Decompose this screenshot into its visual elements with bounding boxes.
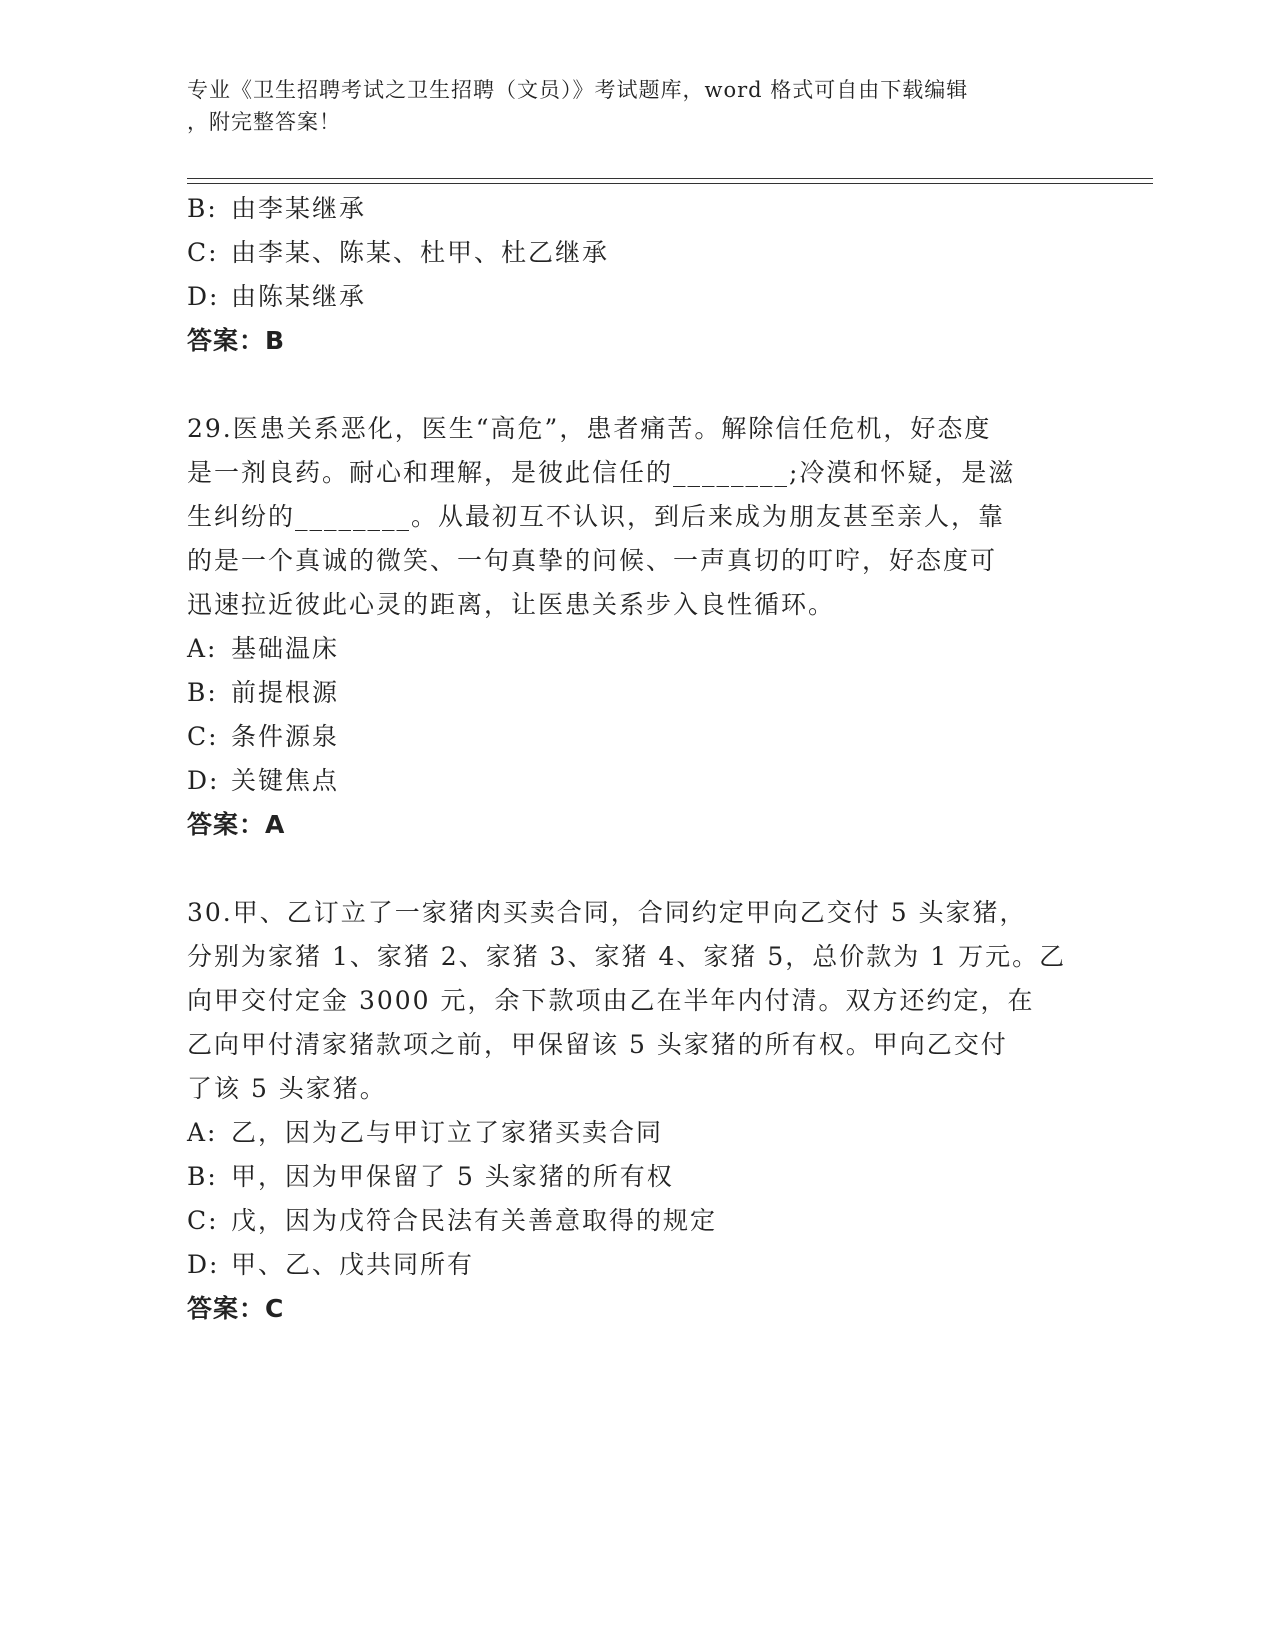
option-key: D: xyxy=(187,1250,220,1279)
q28-option-c xyxy=(187,236,609,270)
q28-option-d xyxy=(187,280,366,314)
option-text: 甲，因为甲保留了 5 头家猪的所有权 xyxy=(231,1162,674,1191)
q30-stem-line-2: 分别为家猪 1、家猪 2、家猪 3、家猪 4、家猪 5，总价款为 1 万元。乙 xyxy=(187,942,1067,971)
q29-stem-line-4: 的是一个真诚的微笑、一句真挚的问候、一声真切的叮咛，好态度可 xyxy=(187,546,998,575)
option-key: B: xyxy=(187,194,218,223)
option-key: A: xyxy=(187,634,218,663)
option-key: B: xyxy=(187,678,218,707)
header-divider-top xyxy=(187,178,1153,179)
q29-stem-line-2: 是一剂良药。耐心和理解，是彼此信任的________;冷漠和怀疑，是滋 xyxy=(187,458,1016,487)
option-key: C: xyxy=(187,722,219,751)
q29-option-a xyxy=(187,632,339,666)
option-text: 条件源泉 xyxy=(231,722,340,751)
q29-stem-line-5: 迅速拉近彼此心灵的距离，让医患关系步入良性循环。 xyxy=(187,590,836,619)
option-text: 甲、乙、戊共同所有 xyxy=(231,1250,475,1279)
option-text: 基础温床 xyxy=(231,634,340,663)
option-key: D: xyxy=(187,766,220,795)
option-key: D: xyxy=(187,282,220,311)
option-key: A: xyxy=(187,1118,218,1147)
q30-option-a xyxy=(187,1116,663,1150)
q29-answer: 答案：A xyxy=(187,810,286,839)
option-text: 前提根源 xyxy=(231,678,340,707)
header-line-1: 专业《卫生招聘考试之卫生招聘（文员）》考试题库，word 格式可自由下载编辑 xyxy=(187,78,969,102)
header-line-2: ，附完整答案！ xyxy=(187,110,341,134)
option-text: 戊，因为戊符合民法有关善意取得的规定 xyxy=(231,1206,718,1235)
q28-answer: 答案：B xyxy=(187,326,286,355)
q30-stem-line-3: 向甲交付定金 3000 元，余下款项由乙在半年内付清。双方还约定，在 xyxy=(187,986,1035,1015)
option-text: 由李某继承 xyxy=(231,194,367,223)
option-text: 关键焦点 xyxy=(231,766,340,795)
option-text: 乙，因为乙与甲订立了家猪买卖合同 xyxy=(231,1118,664,1147)
q28-option-b xyxy=(187,192,366,226)
q30-stem-line-5: 了该 5 头家猪。 xyxy=(187,1074,387,1103)
option-key: C: xyxy=(187,1206,219,1235)
option-text: 由李某、陈某、杜甲、杜乙继承 xyxy=(231,238,610,267)
q30-option-c xyxy=(187,1204,717,1238)
q30-stem-line-1: 30.甲、乙订立了一家猪肉买卖合同，合同约定甲向乙交付 5 头家猪， xyxy=(187,898,1027,927)
q29-stem-line-3: 生纠纷的________。从最初互不认识，到后来成为朋友甚至亲人，靠 xyxy=(187,502,1006,531)
option-key: C: xyxy=(187,238,219,267)
q30-option-b xyxy=(187,1160,674,1194)
q30-stem-line-4: 乙向甲付清家猪款项之前，甲保留该 5 头家猪的所有权。甲向乙交付 xyxy=(187,1030,1008,1059)
q30-answer: 答案：C xyxy=(187,1294,285,1323)
q29-option-b xyxy=(187,676,339,710)
q29-option-c xyxy=(187,720,339,754)
option-key: B: xyxy=(187,1162,218,1191)
q29-stem-line-1: 29.医患关系恶化，医生“高危”，患者痛苦。解除信任危机，好态度 xyxy=(187,414,992,443)
option-text: 由陈某继承 xyxy=(231,282,367,311)
header-divider-bottom xyxy=(187,183,1153,184)
q30-option-d xyxy=(187,1248,474,1282)
document-header xyxy=(187,74,1077,138)
q29-option-d xyxy=(187,764,339,798)
